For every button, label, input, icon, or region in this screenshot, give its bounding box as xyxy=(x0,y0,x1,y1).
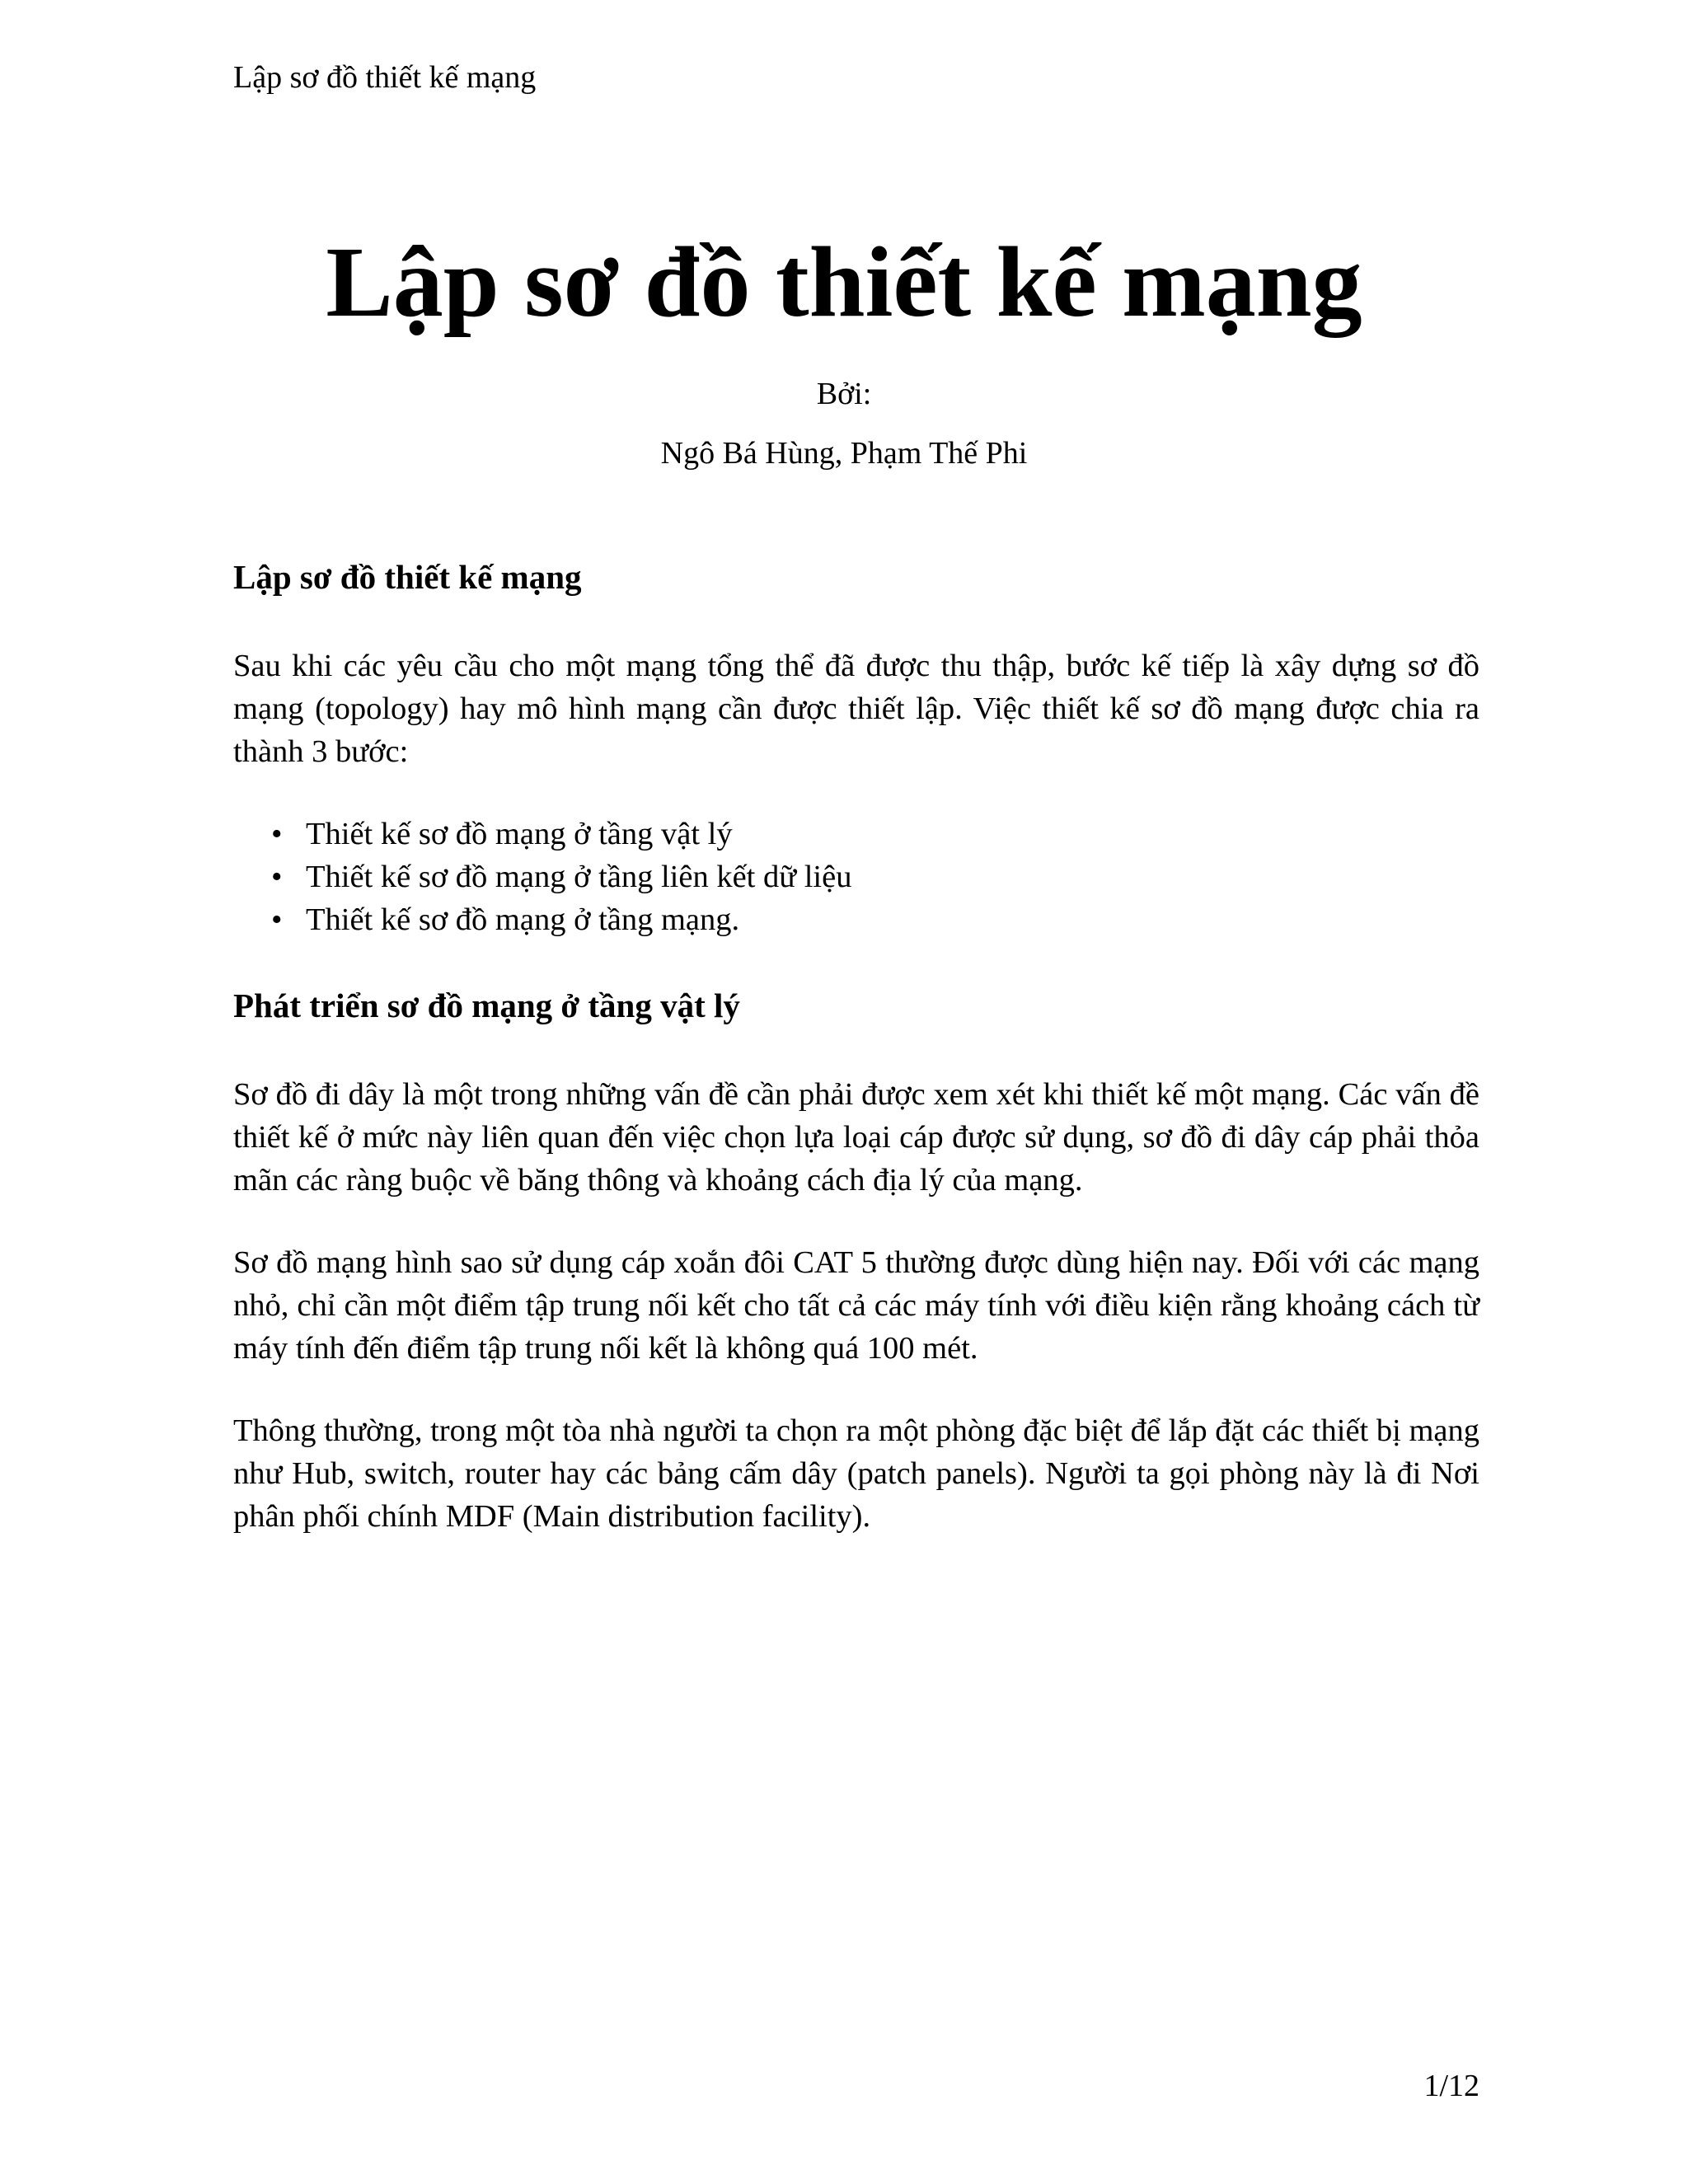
design-steps-list xyxy=(233,813,1479,941)
byline-label: Bởi: xyxy=(816,377,872,411)
running-header: Lập sơ đồ thiết kế mạng xyxy=(233,60,537,95)
list-item-text: Thiết kế sơ đồ mạng ở tầng liên kết dữ liệu xyxy=(306,860,852,894)
list-item xyxy=(271,813,1479,855)
list-item-text: Thiết kế sơ đồ mạng ở tầng vật lý xyxy=(306,817,733,851)
bullet-icon: • xyxy=(271,860,283,894)
section-heading: Phát triển sơ đồ mạng ở tầng vật lý xyxy=(233,987,740,1024)
body-paragraph: Thông thường, trong một tòa nhà người ta chọn ra một phòng đặc biệt để lắp đặt các thiết bị mạng như Hub, switch, router hay các bảng cấm dây (patch panels). Người ta gọi phòng này là đi Nơi phân phối chính MDF (Main distribution facility). xyxy=(233,1413,1479,1534)
page-number: 1/12 xyxy=(1423,2069,1479,2103)
page-title: Lập sơ đồ thiết kế mạng xyxy=(326,227,1362,338)
list-item xyxy=(271,855,1479,898)
section-heading: Lập sơ đồ thiết kế mạng xyxy=(233,558,582,596)
bullet-icon: • xyxy=(271,817,283,851)
intro-paragraph: Sau khi các yêu cầu cho một mạng tổng thể đã được thu thập, bước kế tiếp là xây dựng sơ đồ mạng (topology) hay mô hình mạng cần được thiết lập. Việc thiết kế sơ đồ mạng được chia ra thành 3 bước: xyxy=(233,649,1479,769)
list-item-text: Thiết kế sơ đồ mạng ở tầng mạng. xyxy=(306,902,740,937)
document-body xyxy=(233,552,1479,1538)
body-paragraph: Sơ đồ mạng hình sao sử dụng cáp xoắn đôi CAT 5 thường được dùng hiện nay. Đối với các mạng nhỏ, chỉ cần một điểm tập trung nối kết cho tất cả các máy tính với điều kiện rằng khoảng cách từ máy tính đến điểm tập trung nối kết là không quá 100 mét. xyxy=(233,1245,1479,1366)
authors: Ngô Bá Hùng, Phạm Thế Phi xyxy=(660,436,1028,471)
body-paragraph: Sơ đồ đi dây là một trong những vấn đề cần phải được xem xét khi thiết kế một mạng. Các vấn đề thiết kế ở mức này liên quan đến việc chọn lựa loại cáp được sử dụng, sơ đồ đi dây cáp phải thỏa mãn các ràng buộc về băng thông và khoảng cách địa lý của mạng. xyxy=(233,1077,1479,1197)
bullet-icon: • xyxy=(271,902,283,937)
list-item xyxy=(271,898,1479,941)
